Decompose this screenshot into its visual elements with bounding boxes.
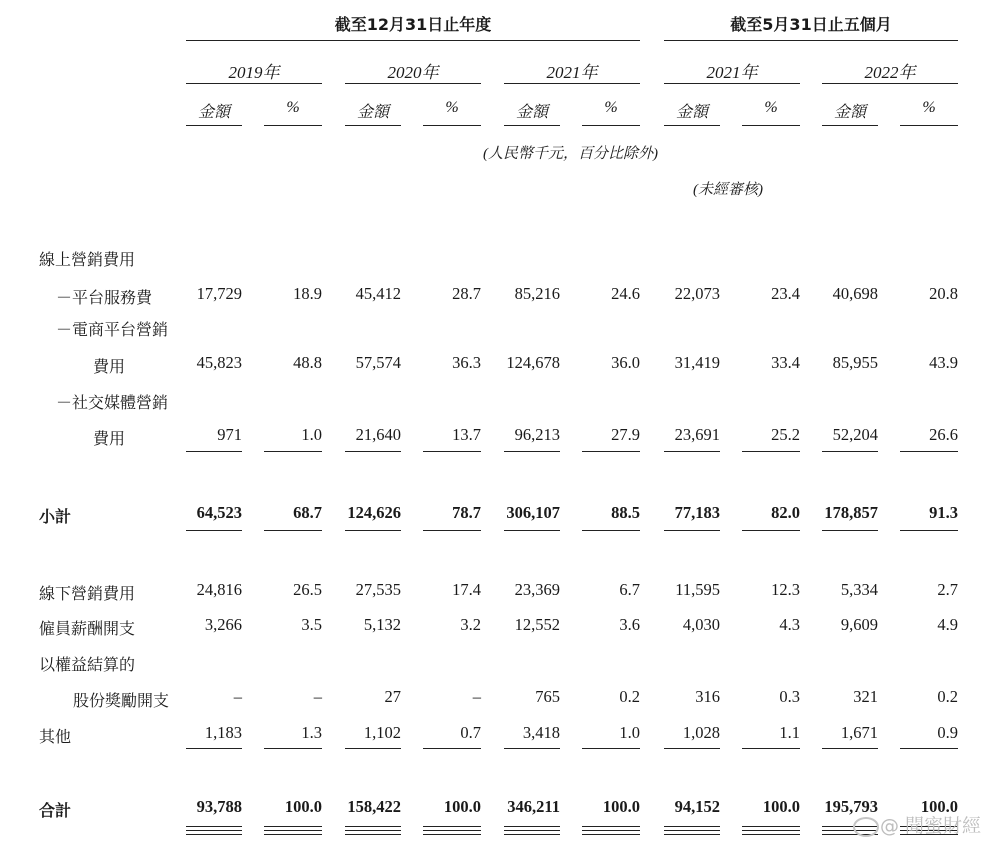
- year-header: 2020年: [387, 63, 439, 82]
- unit-note: (人民幣千元，百分比除外): [483, 146, 658, 162]
- row-label: 線上營銷費用: [39, 250, 136, 269]
- row-label: －社交媒體營銷: [56, 393, 169, 412]
- percent-cell: 0.9: [937, 723, 958, 742]
- subheader-underline: [186, 125, 242, 126]
- percent-cell: 100.0: [920, 797, 958, 816]
- percent-cell: 78.7: [452, 503, 481, 522]
- percent-cell: –: [472, 687, 481, 706]
- group-header-fiscal-year: 截至12月31日止年度: [334, 15, 492, 34]
- amount-cell: 4,030: [682, 615, 720, 634]
- percent-cell: 0.7: [460, 723, 481, 742]
- row-underline: [423, 748, 481, 749]
- amount-cell: 316: [695, 687, 720, 706]
- row-underline: [504, 748, 560, 749]
- total-double-underline: [423, 826, 481, 831]
- amount-cell: 1,671: [840, 723, 878, 742]
- row-label: 以權益結算的: [39, 655, 136, 674]
- pct-header: %: [604, 99, 618, 116]
- percent-cell: 100.0: [602, 797, 640, 816]
- row-underline: [345, 748, 401, 749]
- unaudited-note: (未經審核): [693, 182, 763, 198]
- row-underline: [582, 451, 640, 452]
- subtotal-underline: [423, 530, 481, 531]
- group-underline-2: [664, 40, 958, 41]
- total-double-underline: [264, 826, 322, 831]
- amount-cell: 64,523: [196, 503, 242, 522]
- subtotal-underline: [822, 530, 878, 531]
- row-underline: [822, 748, 878, 749]
- amount-cell: 31,419: [674, 353, 720, 372]
- amount-cell: 178,857: [824, 503, 878, 522]
- total-double-underline: [345, 826, 401, 831]
- year-underline: [664, 83, 800, 84]
- group-header-five-months: 截至5月31日止五個月: [730, 15, 892, 34]
- amount-header: 金額: [833, 104, 866, 121]
- row-label: 股份獎勵開支: [73, 691, 170, 710]
- percent-cell: 3.2: [460, 615, 481, 634]
- subheader-underline: [504, 125, 560, 126]
- amount-cell: 93,788: [196, 797, 242, 816]
- amount-cell: 94,152: [674, 797, 720, 816]
- row-underline: [900, 748, 958, 749]
- row-underline: [582, 748, 640, 749]
- subheader-underline: [345, 125, 401, 126]
- row-underline: [264, 451, 322, 452]
- percent-cell: 13.7: [452, 425, 481, 444]
- year-underline: [186, 83, 322, 84]
- total-double-underline: [186, 834, 242, 835]
- percent-cell: 3.5: [301, 615, 322, 634]
- percent-cell: 4.3: [779, 615, 800, 634]
- row-label: －平台服務費: [56, 288, 153, 307]
- percent-cell: 3.6: [619, 615, 640, 634]
- percent-cell: 48.8: [293, 353, 322, 372]
- amount-cell: 23,369: [514, 580, 560, 599]
- total-double-underline: [423, 834, 481, 835]
- amount-cell: 52,204: [832, 425, 878, 444]
- percent-cell: 26.5: [293, 580, 322, 599]
- amount-cell: 17,729: [196, 284, 242, 303]
- amount-cell: 23,691: [674, 425, 720, 444]
- amount-cell: 96,213: [514, 425, 560, 444]
- amount-header: 金額: [515, 104, 548, 121]
- total-double-underline: [742, 834, 800, 835]
- percent-cell: 43.9: [929, 353, 958, 372]
- row-label: 小計: [39, 507, 72, 526]
- percent-cell: 1.3: [301, 723, 322, 742]
- amount-cell: 77,183: [674, 503, 720, 522]
- amount-cell: –: [233, 687, 242, 706]
- row-underline: [664, 748, 720, 749]
- row-underline: [186, 451, 242, 452]
- percent-cell: 12.3: [771, 580, 800, 599]
- total-double-underline: [504, 834, 560, 835]
- subheader-underline: [664, 125, 720, 126]
- year-header: 2022年: [864, 63, 916, 82]
- subtotal-underline: [582, 530, 640, 531]
- percent-cell: 24.6: [611, 284, 640, 303]
- percent-cell: 36.0: [611, 353, 640, 372]
- amount-cell: 45,823: [196, 353, 242, 372]
- amount-cell: 124,678: [506, 353, 560, 372]
- subheader-underline: [423, 125, 481, 126]
- percent-cell: 17.4: [452, 580, 481, 599]
- percent-cell: 20.8: [929, 284, 958, 303]
- pct-header: %: [764, 99, 778, 116]
- row-label: 合計: [39, 801, 72, 820]
- percent-cell: 0.2: [937, 687, 958, 706]
- total-double-underline: [504, 826, 560, 831]
- percent-cell: 4.9: [937, 615, 958, 634]
- amount-cell: 22,073: [674, 284, 720, 303]
- subtotal-underline: [900, 530, 958, 531]
- percent-cell: 25.2: [771, 425, 800, 444]
- row-underline: [900, 451, 958, 452]
- amount-cell: 11,595: [675, 580, 720, 599]
- total-double-underline: [582, 826, 640, 831]
- percent-cell: 1.0: [301, 425, 322, 444]
- total-double-underline: [582, 834, 640, 835]
- subheader-underline: [582, 125, 640, 126]
- row-label: 費用: [93, 429, 126, 448]
- row-underline: [504, 451, 560, 452]
- amount-cell: 321: [853, 687, 878, 706]
- amount-cell: 1,183: [204, 723, 242, 742]
- subtotal-underline: [664, 530, 720, 531]
- year-header: 2021年: [546, 63, 598, 82]
- percent-cell: 23.4: [771, 284, 800, 303]
- percent-cell: 0.2: [619, 687, 640, 706]
- amount-cell: 124,626: [347, 503, 401, 522]
- year-underline: [504, 83, 640, 84]
- row-label: 僱員薪酬開支: [39, 619, 136, 638]
- amount-cell: 306,107: [506, 503, 560, 522]
- year-underline: [345, 83, 481, 84]
- row-underline: [742, 451, 800, 452]
- percent-cell: 100.0: [443, 797, 481, 816]
- subtotal-underline: [742, 530, 800, 531]
- percent-cell: 36.3: [452, 353, 481, 372]
- percent-cell: 100.0: [762, 797, 800, 816]
- subtotal-underline: [186, 530, 242, 531]
- amount-cell: 158,422: [347, 797, 401, 816]
- amount-cell: 1,028: [682, 723, 720, 742]
- row-underline: [264, 748, 322, 749]
- amount-header: 金額: [197, 104, 230, 121]
- pct-header: %: [922, 99, 936, 116]
- amount-cell: 45,412: [355, 284, 401, 303]
- pct-header: %: [445, 99, 459, 116]
- percent-cell: 6.7: [619, 580, 640, 599]
- total-double-underline: [742, 826, 800, 831]
- amount-cell: 765: [535, 687, 560, 706]
- amount-cell: 195,793: [824, 797, 878, 816]
- percent-cell: 100.0: [284, 797, 322, 816]
- group-underline-1: [186, 40, 640, 41]
- year-header: 2019年: [228, 63, 280, 82]
- amount-cell: 5,132: [363, 615, 401, 634]
- amount-cell: 346,211: [507, 797, 560, 816]
- total-double-underline: [186, 826, 242, 831]
- amount-cell: 85,216: [514, 284, 560, 303]
- percent-cell: 88.5: [611, 503, 640, 522]
- subtotal-underline: [264, 530, 322, 531]
- row-underline: [742, 748, 800, 749]
- amount-cell: 27,535: [355, 580, 401, 599]
- amount-cell: 1,102: [363, 723, 401, 742]
- year-underline: [822, 83, 958, 84]
- row-label: 線下營銷費用: [39, 584, 136, 603]
- amount-header: 金額: [356, 104, 389, 121]
- row-underline: [423, 451, 481, 452]
- subheader-underline: [822, 125, 878, 126]
- amount-cell: 5,334: [840, 580, 878, 599]
- subtotal-underline: [504, 530, 560, 531]
- percent-cell: 27.9: [611, 425, 640, 444]
- amount-cell: 9,609: [840, 615, 878, 634]
- row-label: 其他: [39, 727, 72, 746]
- row-label: 費用: [93, 357, 126, 376]
- amount-header: 金額: [675, 104, 708, 121]
- percent-cell: 0.3: [779, 687, 800, 706]
- weibo-logo-icon: [853, 817, 879, 837]
- year-header: 2021年: [706, 63, 758, 82]
- row-underline: [345, 451, 401, 452]
- percent-cell: 91.3: [929, 503, 958, 522]
- subheader-underline: [900, 125, 958, 126]
- amount-cell: 12,552: [514, 615, 560, 634]
- row-underline: [664, 451, 720, 452]
- percent-cell: –: [313, 687, 322, 706]
- percent-cell: 68.7: [293, 503, 322, 522]
- amount-cell: 27: [384, 687, 401, 706]
- subtotal-underline: [345, 530, 401, 531]
- percent-cell: 28.7: [452, 284, 481, 303]
- row-underline: [822, 451, 878, 452]
- amount-cell: 971: [217, 425, 242, 444]
- total-double-underline: [664, 834, 720, 835]
- watermark: @ 聞蜜財經: [880, 815, 982, 837]
- total-double-underline: [345, 834, 401, 835]
- percent-cell: 2.7: [937, 580, 958, 599]
- amount-cell: 85,955: [832, 353, 878, 372]
- row-label: －電商平台營銷: [56, 320, 169, 339]
- subheader-underline: [264, 125, 322, 126]
- amount-cell: 24,816: [196, 580, 242, 599]
- amount-cell: 57,574: [355, 353, 401, 372]
- amount-cell: 3,266: [204, 615, 242, 634]
- percent-cell: 1.1: [779, 723, 800, 742]
- pct-header: %: [286, 99, 300, 116]
- subheader-underline: [742, 125, 800, 126]
- amount-cell: 3,418: [522, 723, 560, 742]
- percent-cell: 26.6: [929, 425, 958, 444]
- percent-cell: 82.0: [771, 503, 800, 522]
- amount-cell: 21,640: [355, 425, 401, 444]
- percent-cell: 1.0: [619, 723, 640, 742]
- percent-cell: 18.9: [293, 284, 322, 303]
- total-double-underline: [264, 834, 322, 835]
- row-underline: [186, 748, 242, 749]
- percent-cell: 33.4: [771, 353, 800, 372]
- amount-cell: 40,698: [832, 284, 878, 303]
- total-double-underline: [664, 826, 720, 831]
